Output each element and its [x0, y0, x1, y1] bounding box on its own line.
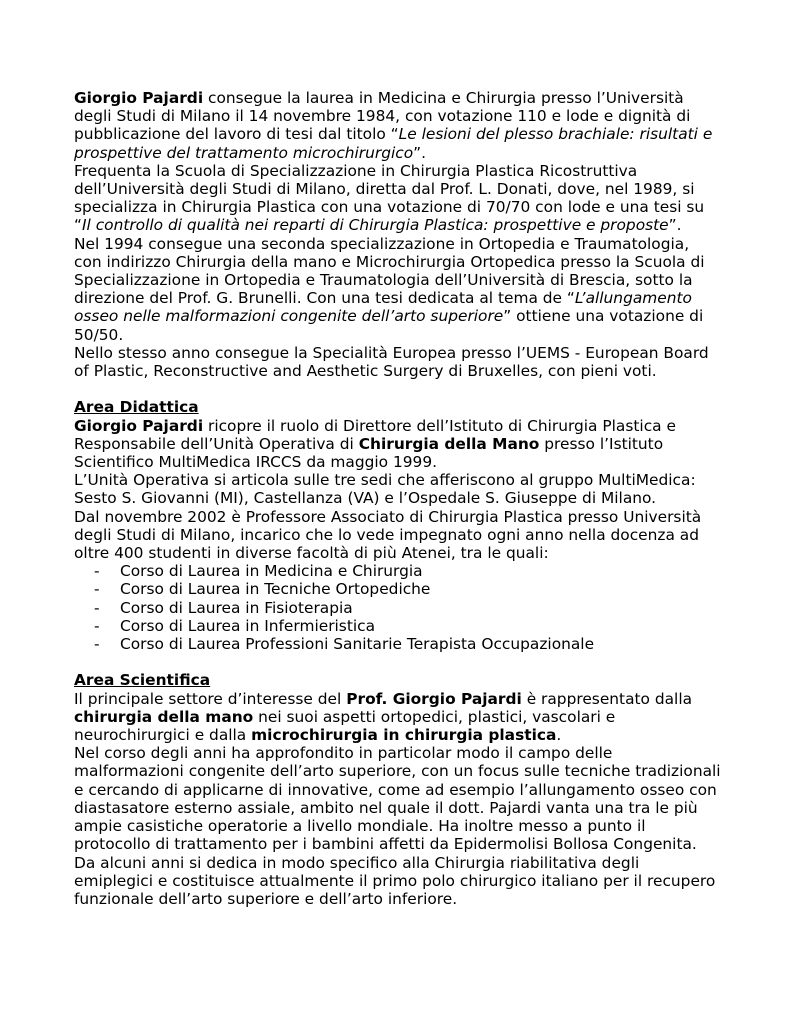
list-item: [94, 562, 721, 580]
course-label: Corso di Laurea in Fisioterapia: [120, 598, 353, 617]
list-item: [94, 635, 721, 653]
didattica-p1-bold: Chirurgia della Mano: [358, 434, 540, 453]
scientifica-paragraph-interesse: [74, 690, 721, 745]
bio-p2-end: ”.: [668, 216, 682, 235]
didattica-name: Giorgio Pajardi: [74, 416, 204, 435]
scientifica-p1-text-d: .: [556, 726, 562, 745]
bio-p3-end: ” ottiene una votazione di 50/50.: [74, 307, 704, 344]
bullet-dash: -: [94, 598, 100, 617]
scientifica-p1-bold-a: chirurgia della mano: [74, 707, 254, 726]
course-label: Corso di Laurea in Medicina e Chirurgia: [120, 562, 423, 581]
area-didattica-heading: Area Didattica: [74, 398, 199, 417]
scientifica-paragraph-malformazioni: Nel corso degli anni ha approfondito in particolar modo il campo delle malformazioni congenite dell’arto superiore, con un focus sulle tecniche tradizionali e cercando di applicarne di innovative, come ad esempio l’allungamento osseo con diastasatore esterno assiale, ambito nel quale il dott. Pajardi vanta una tra le più ampie casistiche operatorie a livello mondiale. Ha inoltre messo a punto il protocollo di trattamento per i bambini affetti da Epidermolisi Bollosa Congenita.: [74, 744, 721, 854]
bio-p2-thesis-title: Il controllo di qualità nei reparti di Chirurgia Plastica: prospettive e proposte: [81, 216, 669, 235]
bullet-dash: -: [94, 616, 100, 635]
bio-p3-text: Nel 1994 consegue una seconda specializzazione in Ortopedia e Traumatologia, con indirizzo Chirurgia della mano e Microchirurgia Ortopedica presso la Scuola di Specializzazione in Ortopedia e Traumatologia dell’Università di Brescia, sotto la direzione del Prof. G. Brunelli. Con una tesi dedicata al tema de “: [74, 234, 705, 308]
bio-p1-end: ”.: [413, 143, 427, 162]
courses-list: [74, 562, 721, 653]
course-label: Corso di Laurea in Infermieristica: [120, 616, 376, 635]
bio-name: Giorgio Pajardi: [74, 89, 204, 107]
bio-p1-thesis-title: Le lesioni del plesso brachiale: risultati e prospettive del trattamento microchirurgico: [74, 125, 713, 162]
bio-p3-thesis-title: L’allungamento osseo nelle malformazioni congenite dell’arto superiore: [74, 289, 692, 326]
didattica-p1-text-b: presso l’Istituto Scientifico MultiMedica IRCCS da maggio 1999.: [74, 434, 664, 472]
course-label: Corso di Laurea Professioni Sanitarie Terapista Occupazionale: [120, 635, 595, 654]
bio-p1-text: consegue la laurea in Medicina e Chirurgia presso l’Università degli Studi di Milano il 14 novembre 1984, con votazione 110 e lode e dignità di pubblicazione del lavoro di tesi dal titolo “: [74, 89, 691, 144]
scientifica-p1-text-a: Il principale settore d’interesse del: [74, 689, 347, 708]
didattica-paragraph-professore: Dal novembre 2002 è Professore Associato di Chirurgia Plastica presso Università degli Studi di Milano, incarico che lo vede impegnato ogni anno nella docenza ad oltre 400 studenti in diverse facoltà di più Atenei, tra le quali:: [74, 507, 702, 563]
bio-p2-text: Frequenta la Scuola di Specializzazione in Chirurgia Plastica Ricostruttiva dell’Università degli Studi di Milano, diretta dal Prof. L. Donati, dove, nel 1989, si specializza in Chirurgia Plastica con una votazione di 70/70 con lode e una tesi su “: [74, 161, 705, 235]
list-item: [94, 617, 721, 635]
didattica-p1-text-a: ricopre il ruolo di Direttore dell’Istituto di Chirurgia Plastica e Responsabile dell’Unità Operativa di: [74, 416, 676, 453]
bullet-dash: -: [94, 580, 100, 599]
list-item: [94, 599, 721, 617]
bio-paragraph-uems: Nello stesso anno consegue la Specialità Europea presso l’UEMS - European Board of Plastic, Reconstructive and Aesthetic Surgery di Bruxelles, con pieni voti.: [74, 343, 709, 381]
didattica-paragraph-ruolo: [74, 417, 721, 472]
scientifica-p1-bold-name: Prof. Giorgio Pajardi: [346, 689, 522, 708]
list-item: [94, 580, 721, 598]
bullet-dash: -: [94, 635, 100, 654]
section-spacer: [74, 653, 721, 671]
area-scientifica-heading: Area Scientifica: [74, 671, 211, 690]
didattica-paragraph-sedi: L’Unità Operativa si articola sulle tre sedi che afferiscono al gruppo MultiMedica: Sesto S. Giovanni (MI), Castellanza (VA) e l’Ospedale S. Giuseppe di Milano.: [74, 471, 696, 508]
course-label: Corso di Laurea in Tecniche Ortopediche: [120, 580, 431, 599]
bio-paragraph-laurea: [74, 89, 721, 162]
scientifica-p1-bold-b: microchirurgia in chirurgia plastica: [251, 726, 557, 745]
scientifica-p1-text-c: nei suoi aspetti ortopedici, plastici, vascolari e neurochirurgici e dalla: [74, 707, 616, 745]
bio-paragraph-specializzazione: [74, 162, 721, 235]
section-spacer: [74, 380, 721, 398]
bio-paragraph-ortopedia: [74, 235, 721, 344]
scientifica-p1-text-b: è rappresentato dalla: [521, 689, 693, 708]
bullet-dash: -: [94, 562, 100, 581]
scientifica-paragraph-riabilitativa: Da alcuni anni si dedica in modo specifico alla Chirurgia riabilitativa degli emiplegici e costituisce attualmente il primo polo chirurgico italiano per il recupero funzionale dell’arto superiore e dell’arto inferiore.: [74, 853, 716, 908]
